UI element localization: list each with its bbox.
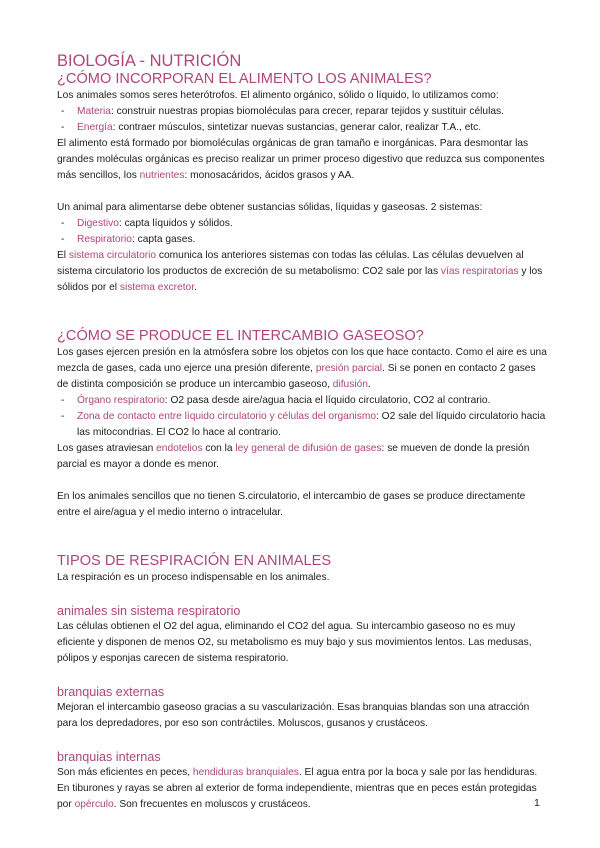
term: presión parcial xyxy=(315,363,383,374)
subheading-branquias-externas: branquias externas xyxy=(57,685,165,699)
text-run: . El agua entra por la boca y sale por las hendiduras. En tiburones y rayas se abren al exterior de forma independiente, mientras que en peces están protegidas por xyxy=(57,767,538,810)
spacer xyxy=(57,473,547,489)
text-run: : se mueven de donde la presión parcial es mayor a donde es menor. xyxy=(57,443,530,470)
text-run: El alimento está formado por biomoléculas orgánicas de gran tamaño e inorgánicas. Para desmontar las grandes moléculas orgánicas es preciso realizar un primer proceso digestivo que reduzca sus componentes más sencillos, los xyxy=(57,138,545,181)
list-item xyxy=(57,120,547,136)
subheading-branquias-internas: branquias internas xyxy=(57,750,161,764)
paragraph: La respiración es un proceso indispensable en los animales. xyxy=(57,572,330,583)
document-page xyxy=(57,52,547,813)
section-heading-tipos-respiracion: TIPOS DE RESPIRACIÓN EN ANIMALES xyxy=(57,553,332,569)
paragraph: Los animales somos seres heterótrofos. El alimento orgánico, sólido o líquido, lo utilizamos como: xyxy=(57,90,499,101)
section-heading-intercambio: ¿CÓMO SE PRODUCE EL INTERCAMBIO GASEOSO? xyxy=(57,328,424,344)
list-item-text: : O2 pasa desde aire/agua hacia el líquido circulatorio, CO2 al contrario. xyxy=(164,395,491,406)
text-run: con la xyxy=(202,443,236,454)
list-item xyxy=(57,393,547,409)
bullet-dash: - xyxy=(61,218,65,229)
text-run: . xyxy=(367,379,371,390)
term: Respiratorio xyxy=(77,234,132,245)
text-run: . Son frecuentes en moluscos y crustáceos. xyxy=(113,799,311,810)
term: Digestivo xyxy=(77,218,119,229)
document-title: BIOLOGÍA - NUTRICIÓN xyxy=(57,52,242,70)
spacer xyxy=(57,521,547,553)
bullet-dash: - xyxy=(61,395,65,406)
bullet-dash: - xyxy=(61,411,65,422)
text-run: . Si se ponen en contacto 2 gases de distinta composición se produce un intercambio gaseoso, xyxy=(57,363,536,390)
text-run: Los gases ejercen presión en la atmósfera sobre los objetos con los que hace contacto. Como el aire es una mezcla de gases, cada uno ejerce una presión diferente, xyxy=(57,347,547,374)
term: endotelios xyxy=(156,443,203,454)
list-item xyxy=(57,232,547,248)
list-item xyxy=(57,409,547,441)
term: Zona de contacto entre líquido circulatorio y células del organismo xyxy=(77,411,376,422)
subheading-sin-sistema: animales sin sistema respiratorio xyxy=(57,604,241,618)
term: Órgano respiratorio xyxy=(77,395,165,406)
term: hendiduras branquiales xyxy=(192,767,299,778)
list-item xyxy=(57,104,547,120)
paragraph: Las células obtienen el O2 del agua, eliminando el CO2 del agua. Su intercambio gaseoso no es muy eficiente y disponen de menos O2, su metabolismo es muy bajo y sus movimientos lentos. Las medusas, pólipos y esponjas carecen de sistema respiratorio. xyxy=(57,621,532,664)
paragraph: Mejoran el intercambio gaseoso gracias a su vascularización. Esas branquias blandas son una atracción para los depredadores, por eso son contráctiles. Moluscos, gusanos y crustáceos. xyxy=(57,702,530,729)
text-run: Los gases atraviesan xyxy=(57,443,157,454)
bullet-dash: - xyxy=(61,234,65,245)
paragraph xyxy=(57,248,547,296)
spacer xyxy=(57,296,547,328)
spacer xyxy=(57,732,547,749)
text-run: . xyxy=(194,282,197,293)
list-item-text: : capta gases. xyxy=(131,234,196,245)
paragraph: Un animal para alimentarse debe obtener sustancias sólidas, líquidas y gaseosas. 2 sistemas: xyxy=(57,202,483,213)
list-item xyxy=(57,216,547,232)
section-heading-alimento: ¿CÓMO INCORPORAN EL ALIMENTO LOS ANIMALES? xyxy=(57,71,432,87)
list-item-text: : capta líquidos y sólidos. xyxy=(118,218,233,229)
paragraph xyxy=(57,765,547,813)
term: nutrientes xyxy=(139,170,185,181)
list-item-text: : O2 sale del líquido circulatorio hacia las mitocondrias. El CO2 lo hace al contrario. xyxy=(77,411,546,438)
paragraph xyxy=(57,136,547,184)
term: Energía xyxy=(77,122,113,133)
spacer xyxy=(57,184,547,200)
page-number: 1 xyxy=(534,797,540,809)
paragraph xyxy=(57,441,547,473)
spacer xyxy=(57,667,547,684)
term: opérculo xyxy=(74,799,114,810)
term: sistema excretor xyxy=(119,282,195,293)
text-run: : monosacáridos, ácidos grasos y AA. xyxy=(184,170,355,181)
text-run: y los sólidos por el xyxy=(57,266,543,293)
term: ley general de difusión de gases xyxy=(235,443,382,454)
term: Materia xyxy=(77,106,111,117)
text-run: comunica los anteriores sistemas con todas las células. Las células devuelven al sistema circulatorio los productos de excreción de su metabolismo: CO2 sale por las xyxy=(57,250,524,277)
list-item-text: : construir nuestras propias biomoléculas para crecer, reparar tejidos y sustituir células. xyxy=(110,106,504,117)
spacer xyxy=(57,586,547,603)
term: difusión xyxy=(332,379,368,390)
paragraph xyxy=(57,345,547,393)
text-run: El xyxy=(57,250,69,261)
term: vías respiratorias xyxy=(440,266,519,277)
list-item-text: : contraer músculos, sintetizar nuevas sustancias, generar calor, realizar T.A., etc. xyxy=(112,122,482,133)
text-run: Son más eficientes en peces, xyxy=(57,767,193,778)
bullet-dash: - xyxy=(61,106,65,117)
bullet-dash: - xyxy=(61,122,65,133)
term: sistema circulatorio xyxy=(68,250,157,261)
paragraph: En los animales sencillos que no tienen S.circulatorio, el intercambio de gases se produce directamente entre el aire/agua y el medio interno o intracelular. xyxy=(57,491,526,518)
